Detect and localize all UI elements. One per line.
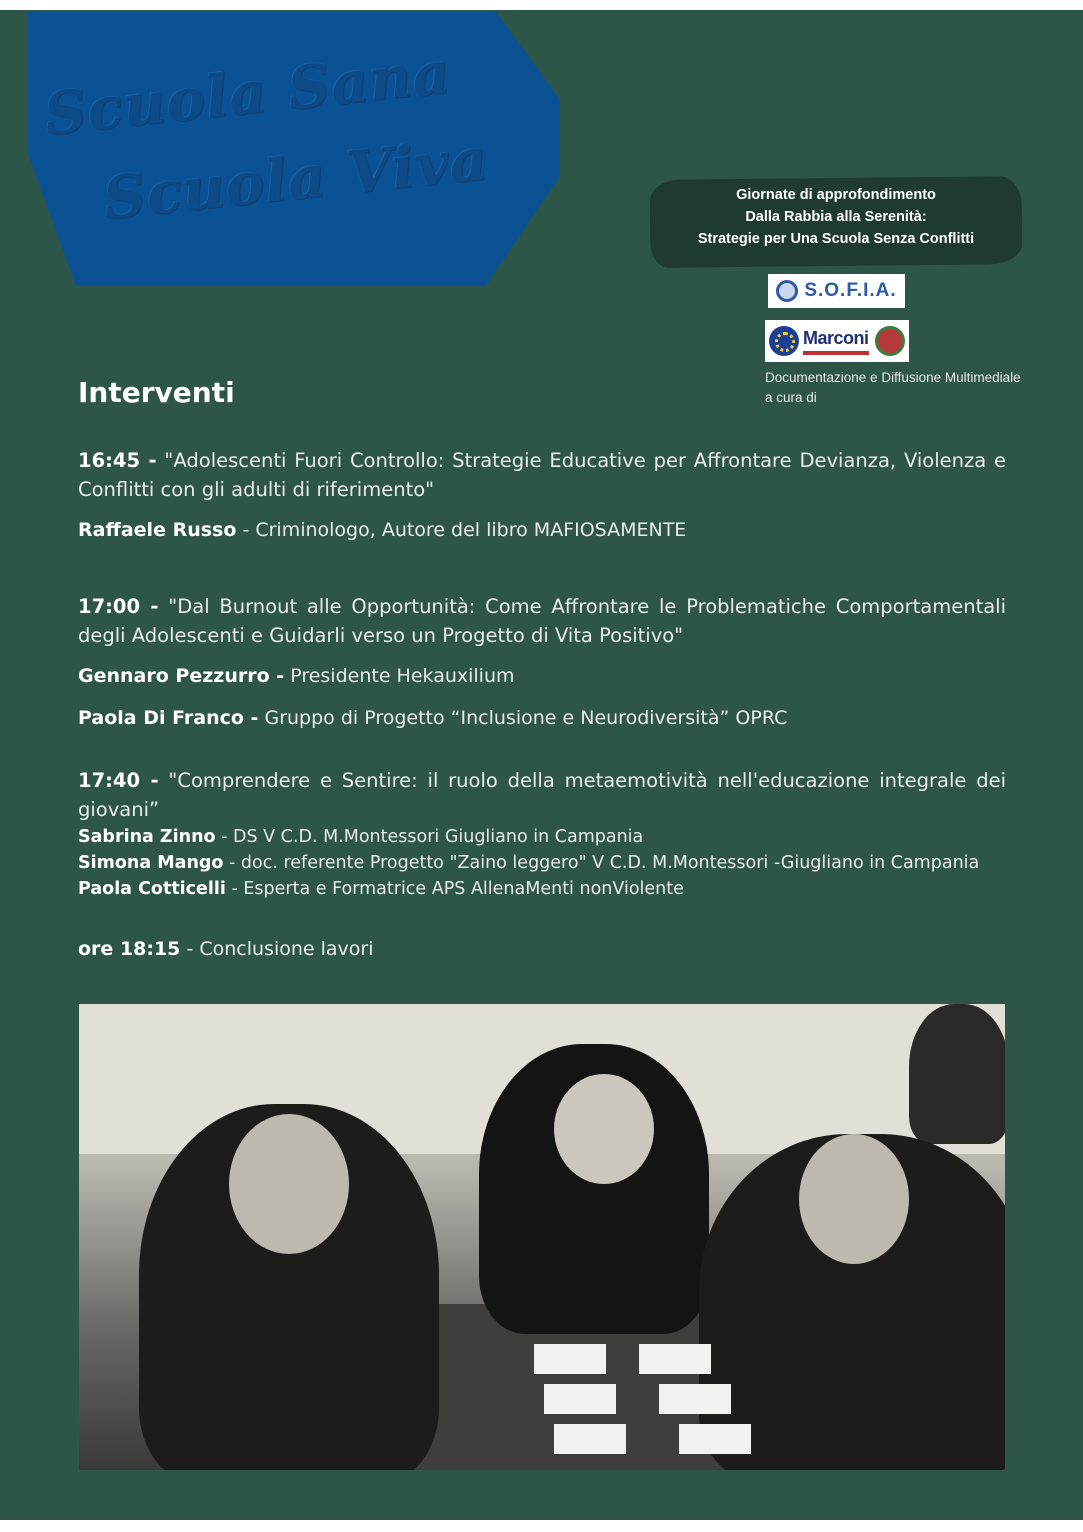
italy-emblem-icon	[875, 326, 905, 356]
talk-title	[78, 766, 1006, 824]
credit-line-1: Documentazione e Diffusione Multimediale	[765, 370, 1021, 385]
closing-line	[78, 935, 1006, 964]
section-heading: Interventi	[78, 376, 235, 409]
sofia-label: S.O.F.I.A.	[804, 280, 897, 301]
talk-time: 16:45 -	[78, 449, 157, 472]
documentation-credit	[765, 368, 1075, 408]
speaker	[78, 516, 1006, 545]
marconi-logo	[765, 320, 909, 362]
logo-line-2: Scuola Viva	[100, 124, 492, 233]
eu-flag-icon	[769, 326, 799, 356]
photo-card	[534, 1344, 606, 1374]
sofia-emblem-icon	[776, 280, 798, 302]
banner-line-1: Giornate di approfondimento	[736, 187, 936, 203]
speaker-name: Gennaro Pezzurro -	[78, 665, 285, 687]
talk-3	[78, 766, 1006, 902]
logo-line-1: Scuola Sana	[41, 38, 455, 149]
photo-card	[639, 1344, 711, 1374]
speaker-role: - Criminologo, Autore del libro MAFIOSAMENTE	[236, 519, 687, 541]
photo-person	[909, 1004, 1005, 1144]
marconi-label: Marconi	[803, 327, 869, 348]
talk-title-text: "Dal Burnout alle Opportunità: Come Affrontare le Problematiche Comportamentali degli Adolescenti e Guidarli verso un Progetto di Vita Positivo"	[78, 595, 1007, 647]
photo-head	[229, 1114, 349, 1254]
photo-card	[554, 1424, 626, 1454]
speaker-name: Simona Mango	[78, 853, 224, 873]
speaker	[78, 850, 1006, 876]
closing-text: - Conclusione lavori	[180, 938, 374, 960]
talk-2	[78, 592, 1006, 733]
talk-1	[78, 446, 1006, 545]
photo-card	[659, 1384, 731, 1414]
photo-head	[554, 1074, 654, 1184]
photo-card	[544, 1384, 616, 1414]
banner-line-3: Strategie per Una Scuola Senza Conflitti	[697, 231, 975, 247]
speaker-role: - Esperta e Formatrice APS AllenaMenti nonViolente	[225, 879, 684, 899]
speaker-name: Paola Di Franco -	[78, 707, 259, 729]
speaker	[78, 662, 1006, 691]
credit-line-2: a cura di	[765, 390, 817, 405]
marconi-strip	[803, 351, 869, 355]
talk-time: 17:40 -	[78, 769, 159, 792]
speaker-name: Paola Cotticelli	[78, 879, 226, 899]
speaker-role: - doc. referente Progetto "Zaino leggero" V C.D. M.Montessori -Giugliano in Campania	[223, 853, 980, 873]
photo-head	[799, 1134, 909, 1264]
speaker-name: Sabrina Zinno	[78, 827, 216, 847]
talk-title	[78, 592, 1006, 650]
closing	[78, 935, 1006, 964]
event-banner-text	[650, 184, 1022, 250]
speaker	[78, 824, 1006, 850]
marconi-wordmark	[803, 328, 869, 355]
talk-title-text: "Adolescenti Fuori Controllo: Strategie Educative per Affrontare Devianza, Violenza e Conflitti con gli adulti di riferimento"	[78, 449, 1006, 501]
speaker-name: Raffaele Russo	[78, 519, 237, 541]
speaker-role: Gruppo di Progetto “Inclusione e Neurodiversità” OPRC	[258, 707, 788, 729]
flyer-page	[0, 10, 1083, 1520]
talk-title	[78, 446, 1006, 504]
speaker-role: - DS V C.D. M.Montessori Giugliano in Campania	[215, 827, 644, 847]
speaker-role: Presidente Hekauxilium	[284, 665, 515, 687]
speaker	[78, 876, 1006, 902]
closing-time: ore 18:15	[78, 938, 181, 960]
sofia-logo	[768, 274, 905, 308]
photo-card	[679, 1424, 751, 1454]
banner-line-2: Dalla Rabbia alla Serenità:	[745, 209, 927, 225]
talk-time: 17:00 -	[78, 595, 159, 618]
talk-title-text: "Comprendere e Sentire: il ruolo della metaemotività nell'educazione integrale dei giovani”	[78, 769, 1007, 821]
speaker	[78, 704, 1006, 733]
classroom-photo	[79, 1004, 1005, 1470]
